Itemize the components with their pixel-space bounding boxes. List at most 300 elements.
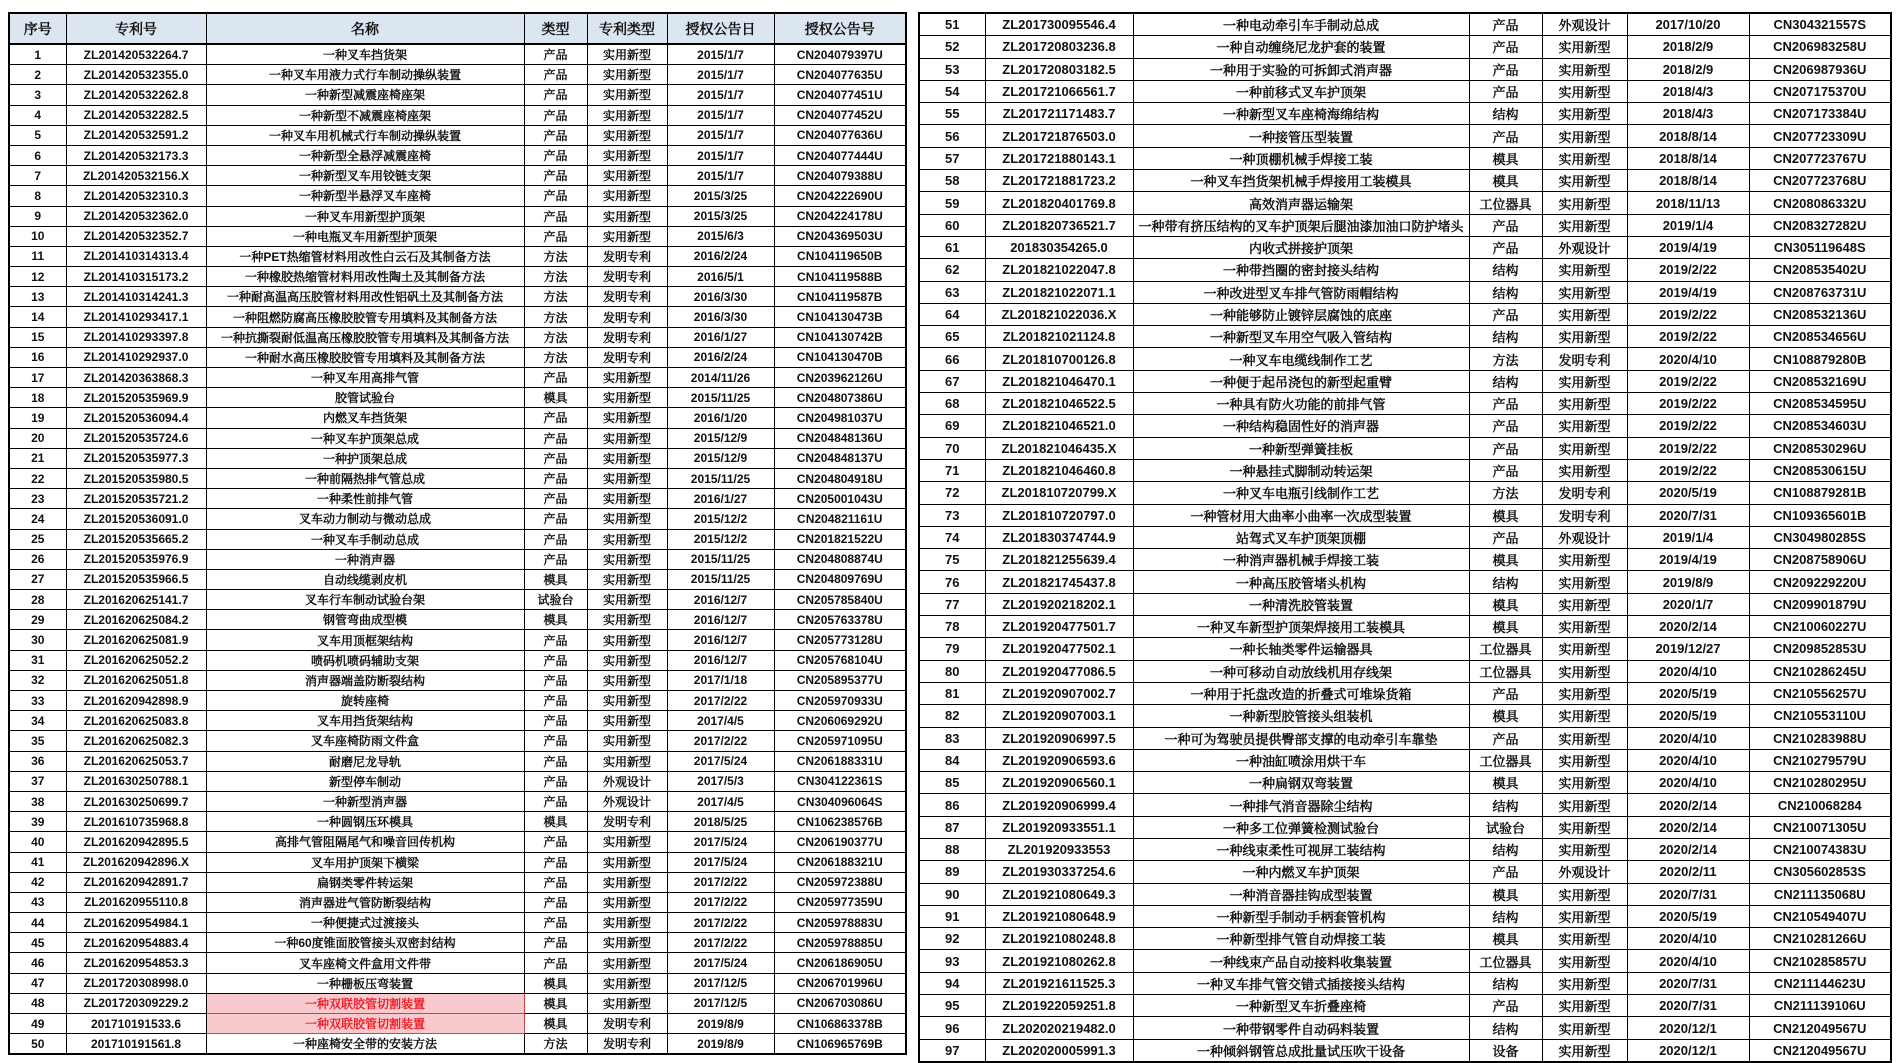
type-cell: 产品	[524, 691, 587, 711]
patent-number-cell: ZL201821255639.4	[985, 549, 1133, 571]
patent-name-cell: 喷码机喷码辅助支架	[206, 650, 524, 670]
grant-number-cell: CN210556257U	[1749, 682, 1891, 704]
table-row	[919, 638, 1891, 660]
row-index-cell: 41	[9, 852, 66, 872]
grant-date-cell: 2020/1/7	[1627, 593, 1749, 615]
patent-number-cell: ZL202020219482.0	[985, 1017, 1133, 1039]
table-row	[919, 972, 1891, 994]
table-row	[919, 928, 1891, 950]
table-row	[919, 660, 1891, 682]
table-row	[919, 259, 1891, 281]
patent-number-cell: ZL201420363868.3	[66, 368, 206, 388]
patent-number-cell: ZL201410293397.8	[66, 327, 206, 347]
grant-date-cell: 2020/4/10	[1627, 772, 1749, 794]
row-index-cell: 50	[9, 1034, 66, 1055]
row-index-cell: 54	[919, 80, 985, 102]
patent-number-cell: ZL201721881723.2	[985, 170, 1133, 192]
table-row	[919, 482, 1891, 504]
grant-number-cell: CN206983258U	[1749, 36, 1891, 58]
table-row	[9, 206, 906, 226]
grant-date-cell: 2020/12/1	[1627, 1039, 1749, 1062]
patent-number-cell: ZL201921080262.8	[985, 950, 1133, 972]
type-cell: 结构	[1469, 326, 1542, 348]
type-cell: 模具	[524, 973, 587, 993]
patent-number-cell: ZL201920477501.7	[985, 616, 1133, 638]
table-row	[919, 214, 1891, 236]
table-row	[9, 408, 906, 428]
grant-date-cell: 2020/2/14	[1627, 616, 1749, 638]
patent-type-cell: 实用新型	[587, 206, 667, 226]
patent-type-cell: 发明专利	[587, 812, 667, 832]
patent-type-cell: 实用新型	[1542, 281, 1627, 303]
type-cell: 产品	[524, 913, 587, 933]
table-row	[919, 303, 1891, 325]
grant-number-cell: CN210074383U	[1749, 838, 1891, 860]
grant-number-cell: CN206190377U	[774, 832, 906, 852]
patent-type-cell: 实用新型	[1542, 794, 1627, 816]
patent-type-cell: 发明专利	[1542, 504, 1627, 526]
patent-type-cell: 实用新型	[587, 670, 667, 690]
patent-number-cell: ZL201410293417.1	[66, 307, 206, 327]
row-index-cell: 97	[919, 1039, 985, 1062]
patent-name-cell: 一种能够防止镀锌层腐蚀的底座	[1133, 303, 1469, 325]
grant-date-cell: 2015/1/7	[667, 85, 774, 105]
patent-type-cell: 实用新型	[1542, 616, 1627, 638]
table-row	[919, 103, 1891, 125]
table-row	[9, 327, 906, 347]
patent-number-cell: ZL201821046460.8	[985, 459, 1133, 481]
row-index-cell: 30	[9, 630, 66, 650]
patent-number-cell: ZL201830374744.9	[985, 526, 1133, 548]
row-index-cell: 45	[9, 933, 66, 953]
row-index-cell: 86	[919, 794, 985, 816]
grant-number-cell: CN210068284	[1749, 794, 1891, 816]
grant-date-cell: 2015/6/3	[667, 226, 774, 246]
grant-number-cell: CN210281266U	[1749, 928, 1891, 950]
row-index-cell: 40	[9, 832, 66, 852]
patent-name-cell: 一种耐高温高压胶管材料用改性铝矾土及其制备方法	[206, 287, 524, 307]
patent-name-cell: 一种叉车用高排气管	[206, 368, 524, 388]
patent-type-cell: 实用新型	[587, 85, 667, 105]
table-row	[919, 13, 1891, 36]
patent-number-cell: ZL201520535969.9	[66, 388, 206, 408]
patent-name-cell: 一种便于起吊浇包的新型起重臂	[1133, 370, 1469, 392]
grant-number-cell: CN208532136U	[1749, 303, 1891, 325]
patent-number-cell: ZL201420532310.3	[66, 186, 206, 206]
table-row	[9, 65, 906, 85]
table-row	[9, 388, 906, 408]
patent-number-cell: ZL201420532262.8	[66, 85, 206, 105]
patent-type-cell: 发明专利	[587, 1014, 667, 1034]
patent-number-cell: ZL201920906593.6	[985, 749, 1133, 771]
table-row	[919, 326, 1891, 348]
type-cell: 产品	[524, 408, 587, 428]
patent-type-cell: 实用新型	[587, 590, 667, 610]
patent-name-cell: 一种双联胶管切割装置	[206, 993, 524, 1013]
type-cell: 结构	[1469, 905, 1542, 927]
row-index-cell: 21	[9, 448, 66, 468]
row-index-cell: 74	[919, 526, 985, 548]
patent-name-cell: 一种双联胶管切割装置	[206, 1014, 524, 1034]
table-row	[9, 913, 906, 933]
table-row	[9, 691, 906, 711]
patent-type-cell: 实用新型	[587, 569, 667, 589]
patent-type-cell: 实用新型	[587, 388, 667, 408]
grant-number-cell: CN104119587B	[774, 287, 906, 307]
row-index-cell: 69	[919, 415, 985, 437]
table-row	[919, 80, 1891, 102]
table-row	[9, 771, 906, 791]
patent-type-cell: 发明专利	[587, 347, 667, 367]
type-cell: 产品	[524, 751, 587, 771]
table-row	[9, 246, 906, 266]
table-row	[919, 348, 1891, 370]
row-index-cell: 82	[919, 705, 985, 727]
grant-number-cell: CN108879281B	[1749, 482, 1891, 504]
patent-number-cell: ZL201620942891.7	[66, 872, 206, 892]
patent-name-cell: 一种新型减震座椅座架	[206, 85, 524, 105]
patent-name-cell: 一种叉车电瓶引线制作工艺	[1133, 482, 1469, 504]
patent-name-cell: 高排气管阻隔尾气和噪音回传机构	[206, 832, 524, 852]
row-index-cell: 5	[9, 125, 66, 145]
grant-date-cell: 2018/4/3	[1627, 80, 1749, 102]
grant-number-cell: CN208327282U	[1749, 214, 1891, 236]
table-row	[9, 85, 906, 105]
table-row	[919, 861, 1891, 883]
grant-number-cell: CN204809769U	[774, 569, 906, 589]
row-index-cell: 12	[9, 267, 66, 287]
patent-name-cell: 一种悬挂式脚制动转运架	[1133, 459, 1469, 481]
table-row	[9, 953, 906, 973]
grant-date-cell: 2019/8/9	[667, 1034, 774, 1055]
row-index-cell: 17	[9, 368, 66, 388]
patent-name-cell: 一种耐水高压橡胶胶管专用填料及其制备方法	[206, 347, 524, 367]
table-row	[919, 593, 1891, 615]
patent-type-cell: 实用新型	[1542, 660, 1627, 682]
patent-number-cell: ZL201420532282.5	[66, 105, 206, 125]
row-index-cell: 7	[9, 166, 66, 186]
patent-name-cell: 一种新型手制动手柄套管机构	[1133, 905, 1469, 927]
type-cell: 产品	[524, 832, 587, 852]
table-row	[919, 281, 1891, 303]
patent-type-cell: 实用新型	[1542, 192, 1627, 214]
grant-number-cell: CN208534603U	[1749, 415, 1891, 437]
type-cell: 方法	[524, 327, 587, 347]
header-grant-date: 授权公告日	[667, 13, 774, 44]
patent-type-cell: 实用新型	[587, 166, 667, 186]
type-cell: 产品	[524, 65, 587, 85]
patent-type-cell: 发明专利	[587, 327, 667, 347]
row-index-cell: 19	[9, 408, 66, 428]
grant-date-cell: 2020/2/11	[1627, 861, 1749, 883]
patent-name-cell: 一种新型叉车用空气吸入管结构	[1133, 326, 1469, 348]
patent-name-cell: 一种新型胶管接头组装机	[1133, 705, 1469, 727]
patent-number-cell: ZL201921080248.8	[985, 928, 1133, 950]
table-row	[9, 731, 906, 751]
patent-name-cell: 一种新型弹簧挂板	[1133, 437, 1469, 459]
grant-date-cell: 2020/7/31	[1627, 883, 1749, 905]
grant-number-cell: CN204821161U	[774, 509, 906, 529]
grant-number-cell: CN210286245U	[1749, 660, 1891, 682]
type-cell: 产品	[524, 771, 587, 791]
patent-name-cell: 一种电动牵引车手制动总成	[1133, 13, 1469, 36]
grant-date-cell: 2016/2/24	[667, 246, 774, 266]
grant-date-cell: 2017/4/5	[667, 791, 774, 811]
table-row	[9, 590, 906, 610]
type-cell: 产品	[524, 650, 587, 670]
row-index-cell: 55	[919, 103, 985, 125]
grant-date-cell: 2018/4/3	[1627, 103, 1749, 125]
row-index-cell: 57	[919, 147, 985, 169]
grant-date-cell: 2020/2/14	[1627, 794, 1749, 816]
type-cell: 结构	[1469, 281, 1542, 303]
row-index-cell: 39	[9, 812, 66, 832]
patent-name-cell: 一种用于实验的可拆卸式消声器	[1133, 58, 1469, 80]
table-row	[9, 892, 906, 912]
table-row	[9, 347, 906, 367]
patent-name-cell: 一种叉车挡货架	[206, 44, 524, 65]
row-index-cell: 44	[9, 913, 66, 933]
grant-number-cell: CN205970933U	[774, 691, 906, 711]
type-cell: 产品	[524, 468, 587, 488]
row-index-cell: 67	[919, 370, 985, 392]
patent-name-cell: 一种座椅安全带的安装方法	[206, 1034, 524, 1055]
grant-date-cell: 2019/2/22	[1627, 415, 1749, 437]
table-row	[9, 226, 906, 246]
type-cell: 产品	[524, 85, 587, 105]
type-cell: 产品	[1469, 861, 1542, 883]
patent-type-cell: 实用新型	[587, 145, 667, 165]
grant-number-cell: CN204848137U	[774, 448, 906, 468]
type-cell: 设备	[1469, 1039, 1542, 1062]
patent-number-cell: ZL201620625081.9	[66, 630, 206, 650]
type-cell: 结构	[1469, 972, 1542, 994]
type-cell: 产品	[524, 44, 587, 65]
patent-name-cell: 叉车用顶框架结构	[206, 630, 524, 650]
grant-date-cell: 2018/2/9	[1627, 36, 1749, 58]
grant-date-cell: 2020/5/19	[1627, 705, 1749, 727]
grant-date-cell: 2017/2/22	[667, 872, 774, 892]
grant-number-cell: CN204848136U	[774, 428, 906, 448]
type-cell: 产品	[1469, 995, 1542, 1017]
patent-type-cell: 实用新型	[587, 852, 667, 872]
row-index-cell: 62	[919, 259, 985, 281]
grant-date-cell: 2020/2/14	[1627, 816, 1749, 838]
table-row	[919, 883, 1891, 905]
patent-type-cell: 实用新型	[1542, 437, 1627, 459]
patent-number-cell: ZL201620625051.8	[66, 670, 206, 690]
grant-number-cell: CN305119648S	[1749, 236, 1891, 258]
row-index-cell: 63	[919, 281, 985, 303]
grant-number-cell: CN104130473B	[774, 307, 906, 327]
patent-name-cell: 一种线束柔性可视屏工装结构	[1133, 838, 1469, 860]
grant-number-cell: CN211144623U	[1749, 972, 1891, 994]
grant-date-cell: 2020/5/19	[1627, 905, 1749, 927]
table-row	[9, 791, 906, 811]
row-index-cell: 43	[9, 892, 66, 912]
patent-type-cell: 实用新型	[1542, 772, 1627, 794]
grant-date-cell: 2015/3/25	[667, 206, 774, 226]
row-index-cell: 48	[9, 993, 66, 1013]
patent-type-cell: 实用新型	[587, 44, 667, 65]
patent-name-cell: 钢管弯曲成型模	[206, 610, 524, 630]
grant-date-cell: 2020/12/1	[1627, 1017, 1749, 1039]
patent-number-cell: ZL201630250699.7	[66, 791, 206, 811]
patent-type-cell: 实用新型	[1542, 214, 1627, 236]
table-row	[9, 650, 906, 670]
left-table-body	[9, 44, 906, 1054]
patent-name-cell: 一种PET热缩管材料用改性白云石及其制备方法	[206, 246, 524, 266]
table-row	[9, 166, 906, 186]
patent-name-cell: 一种多工位弹簧检测试验台	[1133, 816, 1469, 838]
patent-number-cell: ZL201520536091.0	[66, 509, 206, 529]
patent-number-cell: 201830354265.0	[985, 236, 1133, 258]
grant-number-cell: CN203962126U	[774, 368, 906, 388]
grant-number-cell: CN206188321U	[774, 852, 906, 872]
patent-name-cell: 一种叉车用机械式行车制动操纵装置	[206, 125, 524, 145]
table-row	[9, 993, 906, 1013]
patent-number-cell: ZL201810720797.0	[985, 504, 1133, 526]
patent-name-cell: 一种叉车用液力式行车制动操纵装置	[206, 65, 524, 85]
row-index-cell: 16	[9, 347, 66, 367]
table-row	[919, 838, 1891, 860]
patent-type-cell: 外观设计	[587, 791, 667, 811]
row-index-cell: 4	[9, 105, 66, 125]
grant-date-cell: 2015/11/25	[667, 388, 774, 408]
row-index-cell: 46	[9, 953, 66, 973]
patent-number-cell: ZL201610735968.8	[66, 812, 206, 832]
patent-number-cell: ZL201720803182.5	[985, 58, 1133, 80]
patent-type-cell: 实用新型	[587, 731, 667, 751]
row-index-cell: 81	[919, 682, 985, 704]
type-cell: 工位器具	[1469, 950, 1542, 972]
patent-number-cell: ZL201420532591.2	[66, 125, 206, 145]
table-row	[9, 448, 906, 468]
table-row	[919, 192, 1891, 214]
type-cell: 产品	[524, 852, 587, 872]
patent-name-cell: 一种带有挤压结构的叉车护顶架后腿油漆加油口防护堵头	[1133, 214, 1469, 236]
grant-date-cell: 2019/8/9	[1627, 571, 1749, 593]
patent-name-cell: 一种带挡圈的密封接头结构	[1133, 259, 1469, 281]
grant-number-cell: CN104119588B	[774, 267, 906, 287]
patent-name-cell: 一种叉车用新型护顶架	[206, 206, 524, 226]
type-cell: 模具	[1469, 170, 1542, 192]
grant-number-cell: CN106863378B	[774, 1014, 906, 1034]
row-index-cell: 84	[919, 749, 985, 771]
grant-date-cell: 2016/2/24	[667, 347, 774, 367]
type-cell: 方法	[524, 287, 587, 307]
patent-number-cell: ZL201921611525.3	[985, 972, 1133, 994]
patent-name-cell: 一种具有防火功能的前排气管	[1133, 393, 1469, 415]
table-row	[9, 569, 906, 589]
grant-number-cell: CN208535402U	[1749, 259, 1891, 281]
patent-type-cell: 实用新型	[587, 549, 667, 569]
patent-name-cell: 一种新型半悬浮叉车座椅	[206, 186, 524, 206]
table-row	[919, 772, 1891, 794]
type-cell: 模具	[524, 812, 587, 832]
patent-name-cell: 一种管材用大曲率小曲率一次成型装置	[1133, 504, 1469, 526]
row-index-cell: 71	[919, 459, 985, 481]
grant-number-cell: CN210280295U	[1749, 772, 1891, 794]
type-cell: 产品	[524, 125, 587, 145]
table-row	[919, 415, 1891, 437]
patent-number-cell: ZL201721066561.7	[985, 80, 1133, 102]
patent-type-cell: 实用新型	[1542, 259, 1627, 281]
type-cell: 产品	[524, 711, 587, 731]
patent-number-cell: ZL201520535721.2	[66, 489, 206, 509]
table-row	[9, 44, 906, 65]
table-row	[919, 616, 1891, 638]
patent-type-cell: 实用新型	[1542, 638, 1627, 660]
patent-number-cell: ZL201620954883.4	[66, 933, 206, 953]
patent-type-cell: 实用新型	[1542, 147, 1627, 169]
type-cell: 工位器具	[1469, 192, 1542, 214]
patent-type-cell: 外观设计	[1542, 236, 1627, 258]
patent-number-cell: ZL201730095546.4	[985, 13, 1133, 36]
patent-number-cell: ZL201620942898.9	[66, 691, 206, 711]
grant-date-cell: 2019/1/4	[1627, 214, 1749, 236]
grant-number-cell: CN104119650B	[774, 246, 906, 266]
table-row	[9, 368, 906, 388]
grant-date-cell: 2016/12/7	[667, 650, 774, 670]
table-row	[9, 267, 906, 287]
patent-number-cell: ZL201630250788.1	[66, 771, 206, 791]
grant-number-cell: CN205763378U	[774, 610, 906, 630]
grant-date-cell: 2017/4/5	[667, 711, 774, 731]
table-row	[9, 145, 906, 165]
grant-number-cell: CN205895377U	[774, 670, 906, 690]
type-cell: 方法	[524, 267, 587, 287]
patent-type-cell: 实用新型	[587, 226, 667, 246]
table-row	[919, 571, 1891, 593]
row-index-cell: 6	[9, 145, 66, 165]
grant-number-cell: CN208534656U	[1749, 326, 1891, 348]
type-cell: 结构	[1469, 794, 1542, 816]
patent-number-cell: ZL201410292937.0	[66, 347, 206, 367]
patent-number-cell: ZL201410314313.4	[66, 246, 206, 266]
patent-type-cell: 实用新型	[1542, 950, 1627, 972]
patent-number-cell: ZL201420532362.0	[66, 206, 206, 226]
type-cell: 产品	[1469, 727, 1542, 749]
patent-name-cell: 一种新型全悬浮减震座椅	[206, 145, 524, 165]
type-cell: 产品	[1469, 682, 1542, 704]
grant-number-cell: CN204077452U	[774, 105, 906, 125]
row-index-cell: 88	[919, 838, 985, 860]
patent-type-cell: 实用新型	[1542, 1039, 1627, 1062]
row-index-cell: 35	[9, 731, 66, 751]
patent-type-cell: 实用新型	[587, 489, 667, 509]
table-row	[9, 509, 906, 529]
patent-name-cell: 一种扁钢双弯装置	[1133, 772, 1469, 794]
grant-date-cell: 2019/12/27	[1627, 638, 1749, 660]
grant-date-cell: 2018/5/25	[667, 812, 774, 832]
grant-date-cell: 2016/1/27	[667, 489, 774, 509]
grant-date-cell: 2017/2/22	[667, 933, 774, 953]
grant-date-cell: 2018/8/14	[1627, 170, 1749, 192]
row-index-cell: 70	[919, 437, 985, 459]
grant-number-cell: CN208763731U	[1749, 281, 1891, 303]
grant-date-cell: 2019/4/19	[1627, 281, 1749, 303]
grant-number-cell: CN207175370U	[1749, 80, 1891, 102]
type-cell: 产品	[524, 166, 587, 186]
type-cell: 产品	[524, 892, 587, 912]
patent-name-cell: 一种阻燃防腐高压橡胶胶管专用填料及其制备方法	[206, 307, 524, 327]
grant-date-cell: 2017/12/5	[667, 973, 774, 993]
patent-type-cell: 发明专利	[1542, 482, 1627, 504]
type-cell: 产品	[524, 448, 587, 468]
table-row	[919, 1039, 1891, 1062]
grant-date-cell: 2015/12/2	[667, 529, 774, 549]
